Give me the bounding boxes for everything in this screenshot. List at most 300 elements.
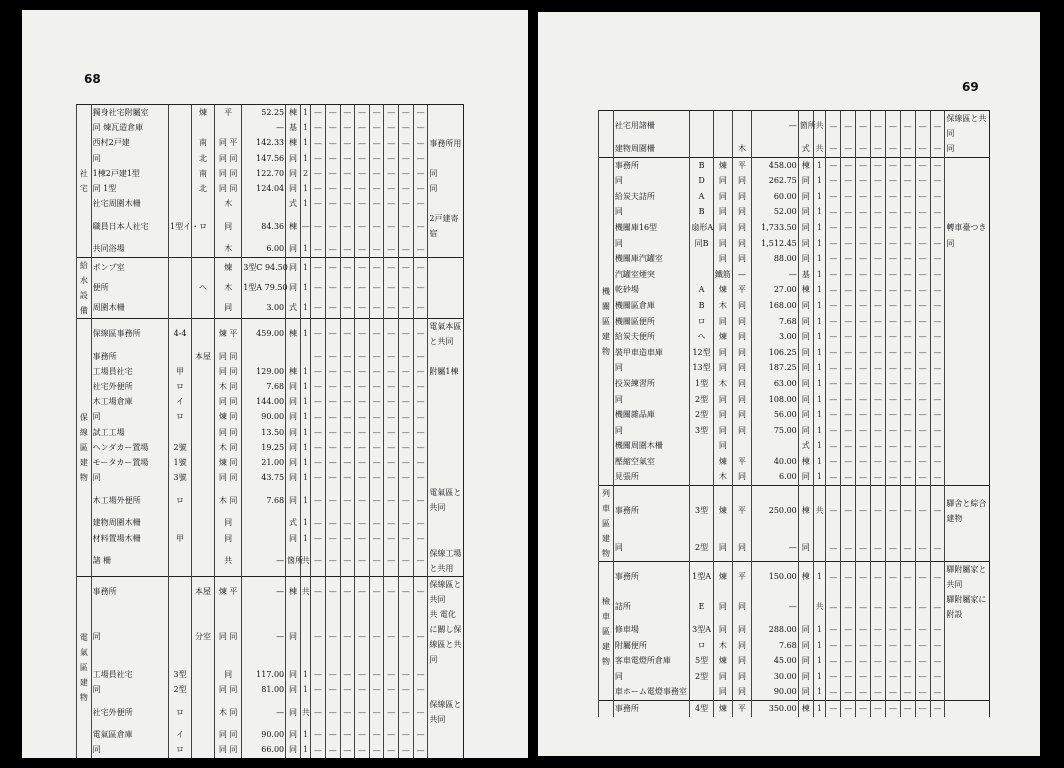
empty-cell: — (325, 546, 340, 577)
empty-cell: — (355, 727, 370, 742)
empty-cell: — (856, 535, 871, 561)
cell-c3: 平 (732, 701, 751, 717)
empty-cell: — (340, 105, 355, 121)
cell-c2: へ (192, 278, 215, 298)
cell-name: 同 (613, 423, 690, 439)
empty-cell: — (856, 562, 871, 593)
cell-c3: 木 (215, 196, 242, 211)
cell-name: モータカー置場 (91, 455, 168, 470)
cell-c2: 同 (713, 407, 732, 423)
cell-c1: 1型 (690, 376, 713, 392)
cell-n: 1 (300, 485, 310, 515)
empty-cell: — (384, 515, 399, 530)
cell-remark (945, 622, 990, 638)
cell-c1 (169, 425, 192, 440)
cell-name: 事務所 (91, 349, 168, 364)
cell-area: 459.00 (242, 318, 286, 349)
cell-n: 1 (813, 251, 826, 267)
cell-c2: 同 (713, 204, 732, 220)
empty-cell: — (325, 697, 340, 727)
empty-cell: — (885, 454, 900, 470)
empty-cell: — (871, 562, 886, 593)
cell-area: 108.00 (752, 392, 799, 408)
cell-remark (945, 423, 990, 439)
empty-cell: — (871, 282, 886, 298)
empty-cell: — (826, 173, 841, 189)
cell-name: 同 (613, 669, 690, 685)
empty-cell: — (841, 669, 856, 685)
empty-cell: — (915, 267, 930, 283)
empty-cell: — (340, 394, 355, 409)
cell-remark (428, 379, 464, 394)
empty-cell: — (399, 607, 414, 667)
cell-area: 63.00 (752, 376, 799, 392)
cell-c3: 平 (215, 105, 242, 121)
cell-unit: 同 (798, 535, 813, 561)
cell-c2: 南 (192, 135, 215, 150)
cell-remark (428, 667, 464, 682)
empty-cell: — (915, 592, 930, 622)
empty-cell: — (340, 727, 355, 742)
empty-cell: — (311, 349, 326, 364)
cell-remark (945, 360, 990, 376)
cell-c2 (192, 742, 215, 757)
cell-c1 (169, 166, 192, 181)
cell-area: 81.00 (242, 682, 286, 697)
cell-area: 124.04 (242, 181, 286, 196)
table-row (77, 742, 464, 757)
empty-cell: — (930, 282, 945, 298)
cell-n: 1 (813, 157, 826, 173)
cell-n: 1 (300, 181, 310, 196)
cell-name: 同 (613, 535, 690, 561)
cell-remark (945, 407, 990, 423)
table-row (599, 141, 990, 157)
cell-area: 90.00 (242, 409, 286, 424)
empty-cell: — (900, 638, 915, 654)
cell-c2 (192, 667, 215, 682)
cell-c3 (215, 120, 242, 135)
empty-cell: — (311, 211, 326, 241)
group-label (599, 701, 614, 717)
cell-n: 1 (300, 196, 310, 211)
empty-cell: — (856, 157, 871, 173)
empty-cell: — (871, 486, 886, 536)
cell-area: — (242, 120, 286, 135)
cell-c2: 同 (713, 189, 732, 205)
cell-c2: 同 (713, 535, 732, 561)
cell-unit: 同 (286, 440, 301, 455)
cell-remark (945, 314, 990, 330)
cell-name: 同 (91, 607, 168, 667)
cell-c3: 木 同 (215, 485, 242, 515)
cell-c2: 鐵筋 (713, 267, 732, 283)
group-label: 機關區建物 (599, 157, 614, 485)
empty-cell: — (871, 701, 886, 717)
empty-cell: — (355, 531, 370, 546)
empty-cell: — (355, 135, 370, 150)
cell-c2: 同 (713, 236, 732, 252)
cell-name: 社宅用諸柵 (613, 111, 690, 142)
empty-cell: — (355, 166, 370, 181)
empty-cell: — (355, 425, 370, 440)
empty-cell: — (384, 425, 399, 440)
cell-unit: 同 (286, 241, 301, 257)
cell-c3: 同 同 (215, 166, 242, 181)
cell-c1 (169, 181, 192, 196)
empty-cell: — (311, 727, 326, 742)
cell-n (813, 535, 826, 561)
cell-remark (428, 470, 464, 485)
empty-cell: — (885, 535, 900, 561)
empty-cell: — (871, 236, 886, 252)
empty-cell: — (413, 241, 428, 257)
cell-c3: 平 (732, 562, 751, 593)
cell-unit: 同 (798, 423, 813, 439)
cell-remark: 保線區と共同 (945, 111, 990, 142)
empty-cell: — (915, 423, 930, 439)
cell-c2: 分室 (192, 607, 215, 667)
empty-cell: — (885, 298, 900, 314)
empty-cell: — (311, 241, 326, 257)
empty-cell: — (311, 257, 326, 278)
cell-c2: 木 (713, 298, 732, 314)
cell-c2: 同 (713, 669, 732, 685)
cell-unit: 同 (286, 409, 301, 424)
cell-c3: 同 (732, 684, 751, 700)
cell-unit: 同 (798, 653, 813, 669)
cell-area: 88.00 (752, 251, 799, 267)
empty-cell: — (340, 742, 355, 757)
empty-cell: — (915, 251, 930, 267)
empty-cell: — (915, 653, 930, 669)
empty-cell: — (841, 111, 856, 142)
empty-cell: — (369, 697, 384, 727)
cell-name: 同 (613, 236, 690, 252)
cell-c3: 同 同 (215, 470, 242, 485)
cell-unit: 棟 (798, 486, 813, 536)
empty-cell: — (885, 173, 900, 189)
empty-cell: — (841, 204, 856, 220)
cell-c3: 同 同 (215, 682, 242, 697)
cell-name: 建物周圍柵 (613, 141, 690, 157)
cell-c1 (169, 135, 192, 150)
empty-cell: — (856, 684, 871, 700)
empty-cell: — (384, 196, 399, 211)
cell-remark (428, 455, 464, 470)
cell-remark (428, 440, 464, 455)
empty-cell: — (871, 141, 886, 157)
cell-c2 (192, 241, 215, 257)
empty-cell: — (399, 364, 414, 379)
cell-area (242, 196, 286, 211)
cell-remark (945, 469, 990, 485)
empty-cell: — (930, 204, 945, 220)
cell-c3: 同 同 (215, 394, 242, 409)
cell-name: ヘンダカー置場 (91, 440, 168, 455)
empty-cell: — (856, 392, 871, 408)
cell-area: 21.00 (242, 455, 286, 470)
cell-name: 修車場 (613, 622, 690, 638)
cell-area: 45.00 (752, 653, 799, 669)
table-row (599, 486, 990, 536)
empty-cell: — (871, 329, 886, 345)
empty-cell: — (885, 111, 900, 142)
table-row (77, 298, 464, 319)
empty-cell: — (399, 349, 414, 364)
empty-cell: — (325, 470, 340, 485)
cell-area: 150.00 (752, 562, 799, 593)
cell-remark (428, 425, 464, 440)
empty-cell: — (930, 267, 945, 283)
cell-c3: 木 (215, 278, 242, 298)
cell-remark (428, 394, 464, 409)
empty-cell: — (369, 318, 384, 349)
cell-area: 458.00 (752, 157, 799, 173)
empty-cell: — (355, 682, 370, 697)
cell-area: 3.00 (752, 329, 799, 345)
empty-cell: — (900, 314, 915, 330)
empty-cell: — (399, 166, 414, 181)
empty-cell: — (841, 236, 856, 252)
cell-name: 機關區便所 (613, 314, 690, 330)
cell-c1: B (690, 298, 713, 314)
cell-unit: 式 (286, 196, 301, 211)
cell-name: 給炭夫詰所 (613, 189, 690, 205)
cell-remark: 同 (945, 141, 990, 157)
empty-cell: — (369, 211, 384, 241)
empty-cell: — (885, 329, 900, 345)
page-number-left: 68 (84, 72, 101, 86)
empty-cell: — (915, 684, 930, 700)
empty-cell: — (930, 345, 945, 361)
cell-remark (428, 151, 464, 166)
cell-c3: 同 (732, 407, 751, 423)
cell-n: 1 (813, 653, 826, 669)
cell-area: 6.00 (242, 241, 286, 257)
empty-cell: — (325, 298, 340, 319)
cell-c1: 3型 (690, 486, 713, 536)
cell-name: 諸 柵 (91, 546, 168, 577)
empty-cell: — (413, 667, 428, 682)
cell-area: 144.00 (242, 394, 286, 409)
empty-cell: — (900, 622, 915, 638)
cell-c3: 同 (732, 236, 751, 252)
cell-c3: 木 同 (215, 379, 242, 394)
empty-cell: — (369, 409, 384, 424)
empty-cell: — (885, 562, 900, 593)
empty-cell: — (885, 622, 900, 638)
empty-cell: — (355, 576, 370, 607)
empty-cell: — (885, 141, 900, 157)
empty-cell: — (340, 278, 355, 298)
cell-remark (428, 120, 464, 135)
cell-unit: 棟 (286, 211, 301, 241)
table-row (77, 120, 464, 135)
empty-cell: — (325, 485, 340, 515)
empty-cell: — (413, 257, 428, 278)
empty-cell: — (311, 697, 326, 727)
cell-c3: 同 同 (215, 742, 242, 757)
cell-n: 1 (300, 727, 310, 742)
cell-c3: 同 (732, 622, 751, 638)
empty-cell: — (384, 211, 399, 241)
empty-cell: — (930, 438, 945, 454)
empty-cell: — (369, 241, 384, 257)
empty-cell: — (900, 469, 915, 485)
cell-unit: 棟 (798, 157, 813, 173)
empty-cell: — (399, 241, 414, 257)
empty-cell: — (930, 622, 945, 638)
empty-cell: — (871, 392, 886, 408)
empty-cell: — (399, 531, 414, 546)
cell-remark (945, 392, 990, 408)
empty-cell: — (311, 485, 326, 515)
empty-cell: — (826, 267, 841, 283)
empty-cell: — (369, 257, 384, 278)
empty-cell: — (399, 425, 414, 440)
cell-c2 (192, 470, 215, 485)
cell-name: 西村2戸建 (91, 135, 168, 150)
empty-cell: — (311, 379, 326, 394)
table-row (77, 727, 464, 742)
cell-area: 90.00 (752, 684, 799, 700)
empty-cell: — (355, 196, 370, 211)
cell-unit: 棟 (286, 318, 301, 349)
empty-cell: — (841, 376, 856, 392)
empty-cell: — (325, 576, 340, 607)
empty-cell: — (413, 379, 428, 394)
empty-cell: — (930, 562, 945, 593)
cell-c2: 同 (713, 251, 732, 267)
empty-cell: — (915, 638, 930, 654)
empty-cell: — (413, 349, 428, 364)
table-row (77, 531, 464, 546)
cell-c2: 煉 (713, 282, 732, 298)
empty-cell: — (413, 181, 428, 196)
cell-area: — (242, 607, 286, 667)
empty-cell: — (325, 607, 340, 667)
cell-area: — (242, 697, 286, 727)
left-page (22, 10, 528, 758)
cell-c1: 13型 (690, 360, 713, 376)
cell-unit: 同 (798, 251, 813, 267)
cell-n: 1 (300, 394, 310, 409)
empty-cell: — (900, 454, 915, 470)
cell-unit: 同 (286, 257, 301, 278)
cell-c3: 同 (732, 173, 751, 189)
empty-cell: — (826, 638, 841, 654)
cell-area: — (752, 535, 799, 561)
empty-cell: — (841, 329, 856, 345)
cell-unit: 箇所 (798, 111, 813, 142)
cell-c2 (192, 196, 215, 211)
table-row (77, 697, 464, 727)
cell-c2 (192, 515, 215, 530)
empty-cell: — (900, 298, 915, 314)
cell-c2: 煉 (713, 486, 732, 536)
cell-area: 117.00 (242, 667, 286, 682)
cell-unit: 同 (286, 727, 301, 742)
cell-c3: 煉 (215, 257, 242, 278)
empty-cell: — (399, 211, 414, 241)
table-row (77, 425, 464, 440)
cell-c3: 同 同 (215, 151, 242, 166)
empty-cell: — (826, 653, 841, 669)
cell-c1: E (690, 592, 713, 622)
empty-cell: — (856, 638, 871, 654)
group-label: 電氣區建物 (77, 576, 92, 757)
empty-cell: — (399, 196, 414, 211)
empty-cell: — (413, 742, 428, 757)
empty-cell: — (311, 607, 326, 667)
cell-area: 288.00 (752, 622, 799, 638)
cell-c1: 3型A (690, 622, 713, 638)
empty-cell: — (355, 440, 370, 455)
empty-cell: — (826, 592, 841, 622)
cell-area: 40.00 (752, 454, 799, 470)
cell-unit: 同 (286, 485, 301, 515)
cell-area (242, 531, 286, 546)
empty-cell: — (871, 204, 886, 220)
cell-unit: 同 (798, 622, 813, 638)
cell-n (300, 607, 310, 667)
cell-remark (945, 376, 990, 392)
table-row (599, 329, 990, 345)
empty-cell: — (871, 653, 886, 669)
cell-c1 (690, 111, 713, 142)
empty-cell: — (413, 576, 428, 607)
empty-cell: — (930, 360, 945, 376)
empty-cell: — (841, 684, 856, 700)
cell-c1: 2號 (169, 440, 192, 455)
cell-c1: A (690, 189, 713, 205)
cell-area: 350.00 (752, 701, 799, 717)
cell-area: 142.33 (242, 135, 286, 150)
empty-cell: — (340, 257, 355, 278)
cell-c2 (192, 485, 215, 515)
cell-name: 社宅外便所 (91, 379, 168, 394)
cell-c3: 同 (732, 360, 751, 376)
cell-n: 1 (813, 282, 826, 298)
cell-unit: 式 (798, 141, 813, 157)
cell-c1: 1型イ・ロ (169, 211, 192, 241)
empty-cell: — (871, 592, 886, 622)
cell-unit: 同 (798, 638, 813, 654)
cell-c3: 煉 同 (215, 409, 242, 424)
empty-cell: — (340, 211, 355, 241)
empty-cell: — (856, 314, 871, 330)
empty-cell: — (413, 607, 428, 667)
cell-c1: 甲 (169, 531, 192, 546)
empty-cell: — (369, 515, 384, 530)
empty-cell: — (384, 257, 399, 278)
cell-c2 (192, 727, 215, 742)
empty-cell: — (915, 454, 930, 470)
cell-c3: 同 (732, 298, 751, 314)
table-row (599, 236, 990, 252)
table-row (599, 562, 990, 593)
table-row (599, 469, 990, 485)
cell-remark: 驛舍と綜合建物 (945, 486, 990, 536)
empty-cell: — (915, 189, 930, 205)
cell-area: 84.36 (242, 211, 286, 241)
empty-cell: — (340, 318, 355, 349)
empty-cell: — (915, 562, 930, 593)
empty-cell: — (369, 394, 384, 409)
empty-cell: — (871, 535, 886, 561)
empty-cell: — (384, 470, 399, 485)
